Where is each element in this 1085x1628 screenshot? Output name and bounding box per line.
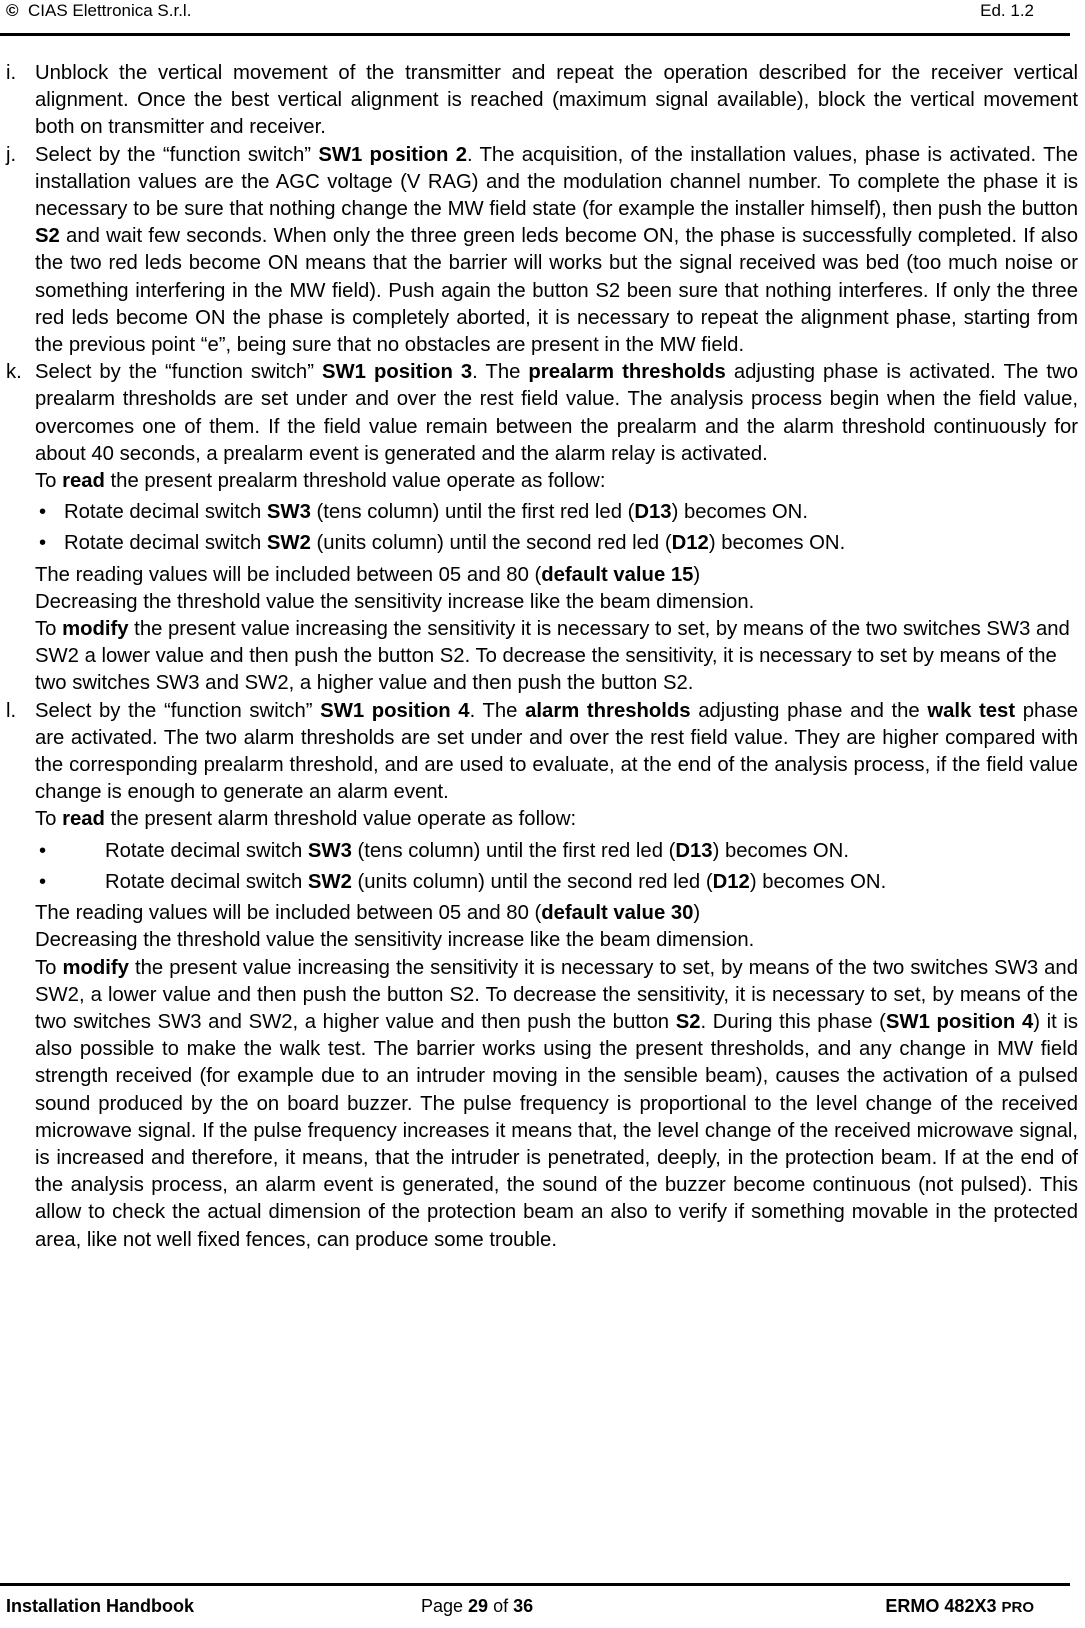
- bullet-item: [6, 499, 1078, 526]
- company-line: [6, 1, 191, 21]
- bold-run: modify: [62, 956, 129, 979]
- edition: Ed. 1.2: [980, 1, 1034, 20]
- bold-run: D13: [675, 839, 713, 862]
- bullet-item: [6, 838, 1078, 865]
- step-l: [6, 698, 1078, 807]
- text-run: . The acquisition, of the installation values, phase is activated. The installation values are the AGC voltage (V RAG) and the modulation channel number. To complete the phase it is necessary to be sure that nothing change the MW field state (for example the installer himself), then push the button: [35, 143, 1079, 221]
- header-divider: [0, 33, 1070, 36]
- product-name: [885, 1596, 1034, 1617]
- step-label: l.: [6, 699, 17, 722]
- reading-values: [6, 562, 1078, 589]
- bold-run: walk test: [927, 699, 1016, 722]
- bold-run: D12: [671, 532, 709, 555]
- bold-run: SW1 position 4: [320, 699, 470, 722]
- text-run: To: [35, 470, 63, 493]
- text-run: of: [488, 1596, 514, 1616]
- reading-values: [6, 900, 1078, 927]
- bold-run: modify: [62, 618, 129, 641]
- text-run: To: [35, 956, 63, 979]
- text-run: To: [35, 618, 63, 641]
- bold-run: S2: [35, 225, 60, 248]
- bullet-item: [6, 530, 1078, 557]
- text-run: the present value increasing the sensitivity it is necessary to set, by means of the two switches SW3 and SW2, a lower value and then push the button S2. To decrease the sensitivity, it is necessary to set, by means of the two switches SW3 and SW2, a higher value and then push the button: [35, 956, 1078, 1033]
- text-run: (units column) until the second red led (: [310, 532, 672, 555]
- bold-run: read: [62, 808, 105, 831]
- bullet-icon: •: [39, 839, 47, 862]
- bold-run: default value 30: [541, 902, 694, 925]
- bold-run: alarm thresholds: [525, 699, 691, 722]
- company-name: CIAS Elettronica S.r.l.: [27, 1, 192, 20]
- step-j: [6, 142, 1078, 360]
- text-run: The reading values will be included between 05 and 80 (: [35, 902, 542, 925]
- step-i: [6, 60, 1078, 142]
- text-run: (tens column) until the first red led (: [351, 839, 676, 862]
- bold-run: prealarm thresholds: [528, 361, 726, 384]
- text-run: Select by the “function switch”: [35, 143, 319, 166]
- bullet-item: [6, 869, 1078, 896]
- bold-run: D13: [634, 501, 672, 524]
- text-run: ) becomes ON.: [708, 532, 846, 555]
- text-run: The reading values will be included between 05 and 80 (: [35, 563, 542, 586]
- page-number: [421, 1596, 533, 1617]
- text-run: Rotate decimal switch: [105, 870, 308, 893]
- bold-run: S2: [675, 1010, 701, 1033]
- decreasing-note: Decreasing the threshold value the sensitivity increase like the beam dimension.: [35, 929, 755, 952]
- text-run: (tens column) until the first red led (: [310, 501, 635, 524]
- bold-run: SW2: [266, 532, 311, 555]
- current-page: 29: [468, 1596, 489, 1616]
- text-run: ) becomes ON.: [712, 839, 849, 862]
- bold-run: SW1 position 2: [318, 143, 467, 166]
- step-label: i.: [6, 62, 17, 84]
- bold-run: SW3: [266, 501, 311, 524]
- text-run: ) becomes ON.: [749, 870, 887, 893]
- text-run: phase are activated. The two alarm thresholds are set under and over the rest field value. They are higher compared with the corresponding prealarm threshold, and are used to evaluate, at the end of the analysis process, if the field value change is enough to generate an alarm event.: [35, 699, 1078, 804]
- bold-run: SW1 position 3: [322, 361, 473, 384]
- text-run: ) becomes ON.: [671, 501, 808, 524]
- text-run: the present prealarm threshold value operate as follow:: [104, 470, 606, 493]
- step-label: j.: [6, 143, 17, 166]
- bold-run: SW1 position 4: [885, 1010, 1034, 1033]
- step-text: Unblock the vertical movement of the transmitter and repeat the operation described for the receiver vertical alignment. Once the best vertical alignment is reached (maximum signal available), block the vertical movement both on transmitter and receiver.: [35, 62, 1078, 139]
- bold-run: SW3: [307, 839, 352, 862]
- decreasing-note: Decreasing the threshold value the sensitivity increase like the beam dimension.: [35, 590, 755, 613]
- page-body: [6, 60, 1078, 1254]
- text-run: adjusting phase and the: [690, 699, 928, 722]
- bold-run: SW2: [307, 870, 352, 893]
- read-instruction: [6, 806, 1078, 833]
- text-run: . During this phase (: [700, 1010, 886, 1033]
- text-run: the present value increasing the sensitivity it is necessary to set, by means of the two switches SW3 and SW2 a lower value and then push the button S2. To decrease the sensitivity, it is necessary to set by means of the two switches SW3 and SW2, a higher value and then push the button S2.: [35, 618, 1070, 695]
- footer-divider: [0, 1583, 1070, 1586]
- text-run: . The: [472, 361, 529, 384]
- text-run: ): [693, 563, 701, 586]
- text-run: ) it is also possible to make the walk test. The barrier works using the present thresholds, and any change in MW field strength received (for example due to an intruder moving in the sensible beam), causes the activation of a pulsed sound produced by the on board buzzer. The pulse frequency is proportional to the level change of the received microwave signal. If the pulse frequency increases it means that, the level change of the received microwave signal, is increased and therefore, it means, that the intruder is penetrated, deeply, in the protection beam. If at the end of the analysis process, an alarm event is generated, the sound of the buzzer become continuous (not pulsed). This allow to check the actual dimension of the protection beam an also to verify if something movable in the protected area, like not well fixed fences, can produce some trouble.: [35, 1010, 1078, 1251]
- bullet-icon: •: [39, 532, 47, 555]
- total-pages: 36: [513, 1596, 534, 1616]
- text-run: . The: [469, 699, 526, 722]
- step-k: [6, 359, 1078, 468]
- text-run: Select by the “function switch”: [35, 361, 322, 384]
- text-run: adjusting phase is activated. The two prealarm thresholds are set under and over the rest field value. The analysis process begin when the field value, overcomes one of them. If the field value remain between the prealarm and the alarm threshold continuously for about 40 seconds, a prealarm event is generated and the alarm relay is activated.: [35, 361, 1078, 465]
- read-instruction: [6, 468, 1078, 495]
- text-run: and wait few seconds. When only the three green leds become ON, the phase is successfully completed. If also the two red leds become ON means that the barrier will works but the signal received was bed (too much noise or something interfering in the MW field). Push again the button S2 been sure that nothing interferes. If only the three red leds become ON the phase is completely aborted, it is necessary to repeat the alignment phase, starting from the previous point “e”, being sure that no obstacles are present in the MW field.: [35, 225, 1078, 357]
- bullet-icon: •: [39, 870, 47, 893]
- bold-run: D12: [712, 870, 750, 893]
- page-header: [6, 0, 1068, 32]
- handbook-title: Installation Handbook: [6, 1596, 195, 1616]
- text-run: (units column) until the second red led (: [351, 870, 713, 893]
- text-run: Rotate decimal switch: [105, 839, 308, 862]
- text-run: Rotate decimal switch: [64, 532, 267, 555]
- text-run: PRO: [1001, 1599, 1034, 1616]
- text-run: To: [35, 808, 63, 831]
- text-run: ERMO 482X3: [885, 1596, 1002, 1616]
- modify-instruction: [6, 616, 1078, 698]
- text-run: Page: [421, 1596, 469, 1616]
- bullet-icon: •: [39, 501, 47, 524]
- text-run: Select by the “function switch”: [35, 699, 321, 722]
- text-run: the present alarm threshold value operate as follow:: [104, 808, 577, 831]
- text-run: Rotate decimal switch: [64, 501, 267, 524]
- bold-run: read: [62, 470, 105, 493]
- bold-run: default value 15: [541, 563, 694, 586]
- modify-instruction: [6, 955, 1078, 1254]
- step-label: k.: [6, 361, 22, 384]
- copyright-icon: ©: [6, 1, 19, 20]
- text-run: ): [693, 902, 701, 925]
